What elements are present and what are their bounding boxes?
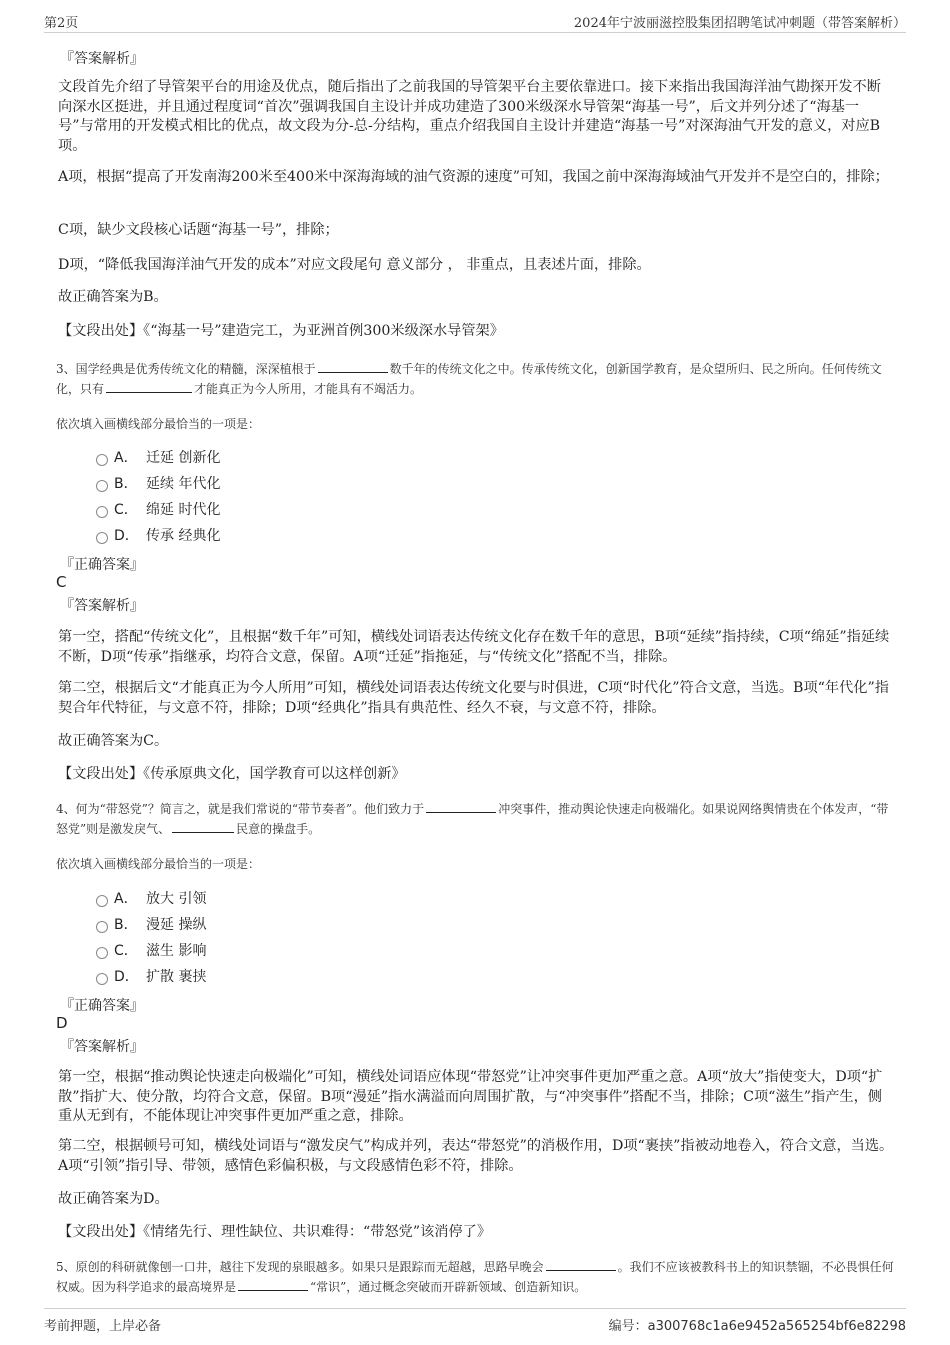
- answer-blank: [106, 380, 192, 393]
- radio-icon[interactable]: [96, 454, 108, 466]
- question-4-stem: 4、何为“带怒党”？简言之，就是我们常说的“带节奏者”。他们致力于 冲突事件，推动舆论快速走向极端化。如果说网络舆情贵在个体发声，“带怒党”则是激发戾气、 民意的操盘手。: [56, 802, 889, 836]
- question-instruction: 依次填入画横线部分最恰当的一项是：: [56, 417, 261, 431]
- radio-icon[interactable]: [96, 973, 108, 985]
- answer-conclusion: 故正确答案为C。: [58, 733, 169, 749]
- source-citation: 【文段出处】《“海基一号”建造完工，为亚洲首例300米级深水导管架》: [58, 323, 504, 339]
- analysis-heading: 『答案解析』: [60, 598, 144, 614]
- answer-conclusion: 故正确答案为B。: [58, 289, 168, 305]
- answer-blank: [238, 1278, 308, 1291]
- correct-answer-heading: 『正确答案』: [60, 557, 144, 573]
- analysis-heading: 『答案解析』: [60, 1039, 144, 1055]
- analysis-paragraph: 第一空，根据“推动舆论快速走向极端化”可知，横线处词语应体现“带怒党”让冲突事件更加严重之意。A项“放大”指使变大，D项“扩散”指扩大、使分散，均符合文意，保留。B项“漫延”指水满溢而向周围扩散，与“冲突事件”搭配不当，排除；C项“滋生”指产生，侧重从无到有，不能体现让冲突事件更加严重之意，排除。: [58, 1069, 883, 1124]
- answer-blank: [172, 820, 234, 833]
- analysis-paragraph: 文段首先介绍了导管架平台的用途及优点，随后指出了之前我国的导管架平台主要依靠进口。接下来指出我国海洋油气勘探开发不断向深水区挺进，并且通过程度词“首次”强调我国自主设计并成功建造了300米级深水导管架“海基一号”，后文并列分述了“海基一号”与常用的开发模式相比的优点，故文段为分-总-分结构，重点介绍我国自主设计并建造“海基一号”对深海油气开发的意义，对应B项。: [58, 79, 881, 154]
- radio-icon[interactable]: [96, 921, 108, 933]
- question-instruction: 依次填入画横线部分最恰当的一项是：: [56, 857, 261, 871]
- correct-answer-heading: 『正确答案』: [60, 998, 144, 1014]
- question-5-stem: 5、原创的科研就像刨一口井，越往下发现的泉眼越多。如果只是跟踪而无超越，思路早晚会 。我们不应该被教科书上的知识禁锢，不必畏惧任何权威。因为科学追求的最高境界是 “常识”，通过概念突破而开辟新领域、创造新知识。: [56, 1260, 894, 1294]
- source-citation: 【文段出处】《传承原典文化，国学教育可以这样创新》: [58, 766, 406, 782]
- radio-icon[interactable]: [96, 480, 108, 492]
- analysis-paragraph: 第二空，根据后文“才能真正为今人所用”可知，横线处词语表达传统文化要与时俱进，C项“时代化”符合文意，当选。B项“年代化”指契合年代特征，与文意不符，排除；D项“经典化”指具有典范性、经久不衰，与文意不符，排除。: [58, 680, 889, 716]
- answer-conclusion: 故正确答案为D。: [58, 1191, 169, 1207]
- analysis-paragraph: 第一空，搭配“传统文化”，且根据“数千年”可知，横线处词语表达传统文化存在数千年的意思，B项“延续”指持续，C项“绵延”指延续不断，D项“传承”指继承，均符合文意，保留。A项“迁延”指拖延，与“传统文化”搭配不当，排除。: [58, 629, 890, 665]
- answer-blank: [318, 360, 388, 373]
- analysis-paragraph: A项，根据“提高了开发南海200米至400米中深海海域的油气资源的速度”可知，我国之前中深海海域油气开发并不是空白的，排除；: [58, 169, 889, 185]
- answer-blank: [546, 1258, 616, 1271]
- analysis-paragraph: D项，“降低我国海洋油气开发的成本”对应文段尾句 意义部分 ， 非重点，且表述片面，排除。: [58, 257, 651, 273]
- page-number: 第2页: [44, 16, 79, 31]
- source-citation: 【文段出处】《情绪先行、理性缺位、共识难得：“带怒党”该消停了》: [58, 1224, 492, 1240]
- radio-icon[interactable]: [96, 506, 108, 518]
- radio-icon[interactable]: [96, 532, 108, 544]
- footer-slogan: 考前押题，上岸必备: [44, 1319, 162, 1334]
- radio-icon[interactable]: [96, 895, 108, 907]
- radio-icon[interactable]: [96, 947, 108, 959]
- correct-answer: C: [56, 573, 67, 591]
- answer-blank: [426, 800, 496, 813]
- document-title: 2024年宁波丽滋控股集团招聘笔试冲刺题（带答案解析）: [573, 16, 906, 31]
- analysis-paragraph: 第二空，根据顿号可知，横线处词语与“激发戾气”构成并列，表达“带怒党”的消极作用，D项“裹挟”指被动地卷入，符合文意，当选。A项“引领”指引导、带领，感情色彩偏积极，与文段感情色彩不符，排除。: [58, 1138, 894, 1174]
- question-3-stem: 3、国学经典是优秀传统文化的精髓，深深植根于 数千年的传统文化之中。传承传统文化，创新国学教育，是众望所归、民之所向。任何传统文化，只有 才能真正为今人所用，才能具有不竭活力。: [56, 362, 882, 396]
- document-code: 编号：a300768c1a6e9452a565254bf6e82298: [608, 1319, 906, 1334]
- analysis-paragraph: C项，缺少文段核心话题“海基一号”，排除；: [58, 222, 339, 238]
- page-header: [44, 12, 906, 33]
- correct-answer: D: [56, 1014, 68, 1032]
- analysis-heading: 『答案解析』: [60, 51, 144, 67]
- page-footer: [44, 1308, 906, 1333]
